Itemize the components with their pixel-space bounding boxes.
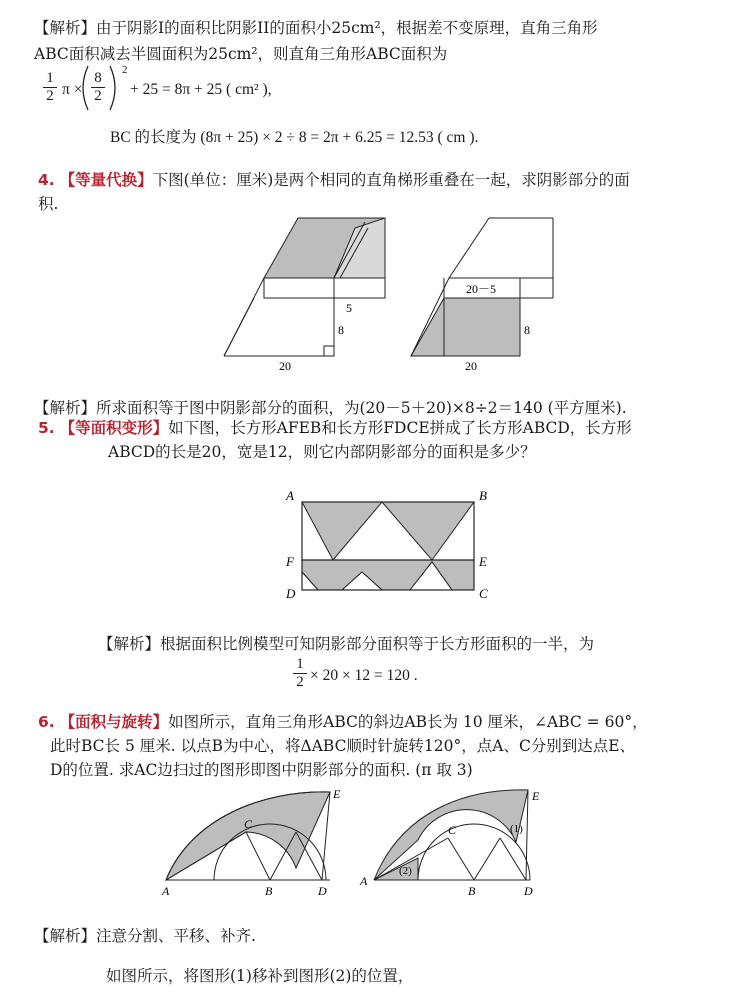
problem-6-line: 此时BC长 5 厘米. 以点B为中心，将ΔABC顺时针旋转120°，点A、C分别到达点E、 — [50, 737, 636, 755]
point-e: E — [333, 787, 341, 801]
problem-6-line: D的位置. 求AC边扫过的图形即图中阴影部分的面积. (π 取 3) — [50, 761, 473, 779]
problem-tag: 【面积与旋转】 — [59, 713, 169, 731]
point-b: B — [479, 488, 487, 503]
label-20-right: 20 — [465, 359, 477, 373]
problem-text: 如图所示，直角三角形ABC的斜边AB长为 10 厘米，∠ABC = 60°， — [168, 713, 648, 731]
point-d: D — [286, 586, 296, 601]
point-c: C — [244, 817, 253, 831]
label-20: 20 — [279, 359, 291, 373]
problem-4-line: 积. — [38, 195, 59, 213]
problem-number: 5. — [38, 419, 55, 437]
formula-bc-length: BC 的长度为 (8π + 25) × 2 ÷ 8 = 2π + 6.25 = 12.53 ( cm ). — [110, 129, 479, 146]
formula-line: × 20 × 12 = 120 . — [310, 667, 418, 684]
point-c: C — [448, 823, 457, 837]
point-b: B — [468, 884, 476, 898]
fraction-numerator: 1 — [46, 70, 54, 86]
fraction-numerator: 1 — [296, 656, 304, 672]
solution-text-line: ABC面积减去半圆面积为25cm²，则直角三角形ABC面积为 — [34, 45, 448, 63]
point-d: D — [318, 884, 327, 898]
problem-tag: 【等量代换】 — [59, 171, 153, 189]
point-b: B — [265, 884, 273, 898]
solution-5: 【解析】根据面积比例模型可知阴影部分面积等于长方形面积的一半，为 — [98, 635, 595, 653]
fraction-denominator: 2 — [91, 87, 105, 105]
point-e: E — [479, 554, 487, 569]
label-20-minus-5: 20－5 — [466, 282, 497, 296]
point-a: A — [162, 884, 170, 898]
problem-number: 4. — [38, 171, 55, 189]
region-1-label: (1) — [510, 823, 523, 835]
formula-line: + 25 = 8π + 25 ( cm² ), — [130, 81, 272, 98]
label-8-right: 8 — [524, 323, 530, 337]
solution-4: 【解析】所求面积等于图中阴影部分的面积，为(20－5＋20)×8÷2＝140 (平方厘米). — [34, 399, 627, 417]
point-d: D — [524, 884, 533, 898]
label-8: 8 — [338, 323, 344, 337]
solution-text-line: 【解析】由于阴影I的面积比阴影II的面积小25cm²，根据差不变原理，直角三角形 — [34, 19, 598, 37]
fraction-denominator: 2 — [293, 673, 307, 691]
point-a: A — [360, 874, 368, 888]
problem-text: 下图(单位：厘米)是两个相同的直角梯形重叠在一起，求阴影部分的面 — [152, 171, 630, 189]
solution-6-line2: 如图所示，将图形(1)移补到图形(2)的位置， — [106, 967, 414, 985]
solution-6: 【解析】注意分割、平移、补齐. — [34, 927, 256, 945]
fraction-numerator: 8 — [94, 70, 102, 86]
problem-text: 如下图，长方形AFEB和长方形FDCE拼成了长方形ABCD，长方形 — [168, 419, 632, 437]
region-2-label: (2) — [399, 865, 412, 877]
point-e: E — [532, 789, 540, 803]
label-5: 5 — [346, 301, 352, 315]
problem-tag: 【等面积变形】 — [59, 419, 169, 437]
point-c: C — [479, 586, 488, 601]
fraction-denominator: 2 — [43, 87, 57, 105]
pi-times: π × — [62, 81, 83, 98]
exponent: 2 — [122, 64, 128, 76]
point-a: A — [286, 488, 294, 503]
problem-5-line: ABCD的长是20，宽是12，则它内部阴影部分的面积是多少？ — [108, 443, 536, 461]
problem-number: 6. — [38, 713, 55, 731]
point-f: F — [286, 554, 294, 569]
